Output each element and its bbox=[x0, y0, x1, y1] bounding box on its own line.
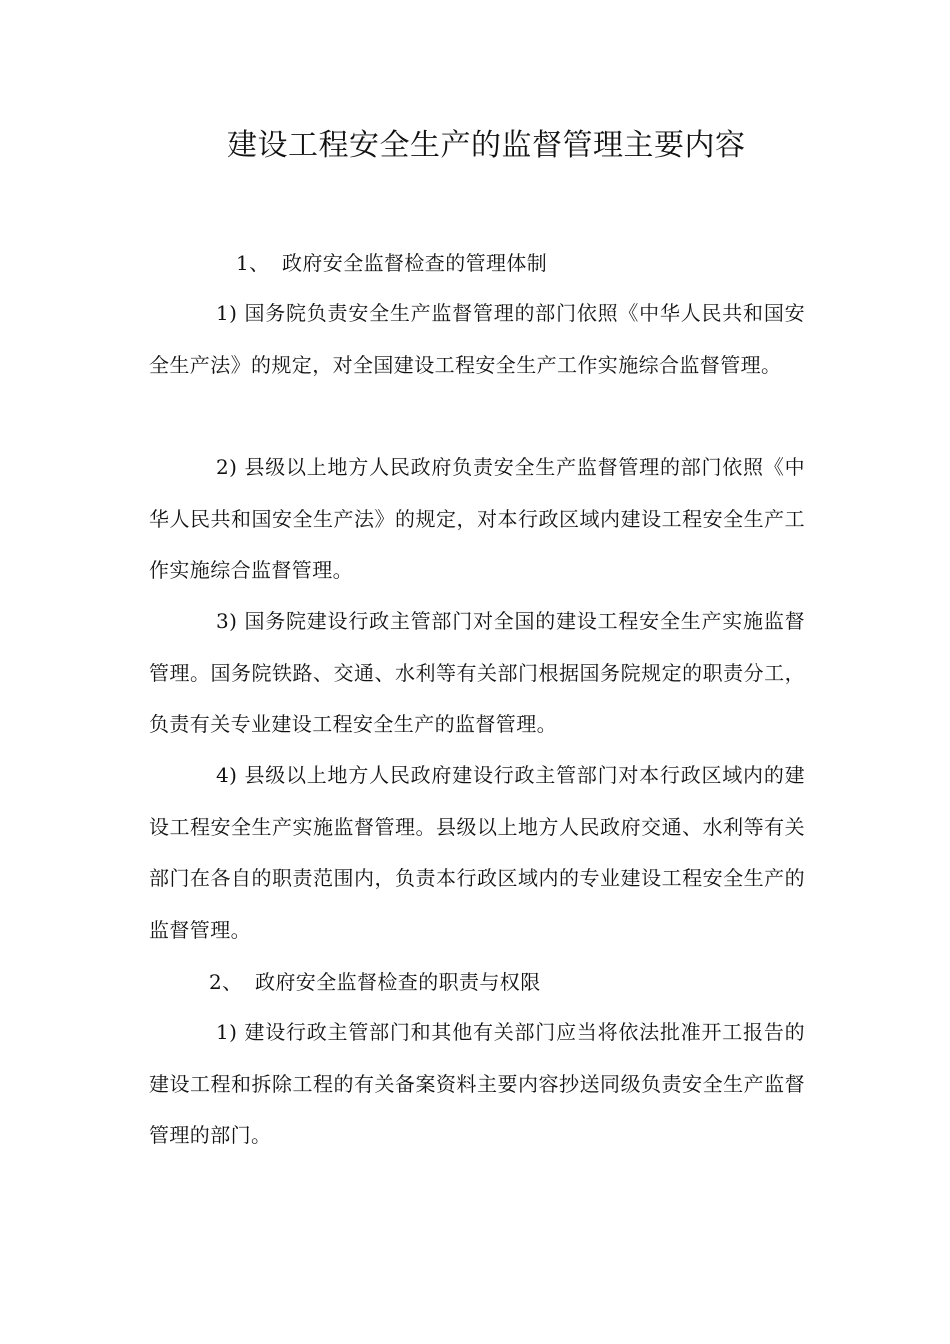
section-heading-text: 政府安全监督检查的管理体制 bbox=[282, 251, 548, 275]
section-heading-text: 政府安全监督检查的职责与权限 bbox=[255, 970, 541, 994]
section-number: 2、 bbox=[209, 970, 243, 994]
page-title: 建设工程安全生产的监督管理主要内容 bbox=[227, 128, 746, 163]
paragraph: 2) 县级以上地方人民政府负责安全生产监督管理的部门依照《中华人民共和国安全生产法》的规定，对本行政区域内建设工程安全生产工作实施综合监督管理。 bbox=[149, 455, 805, 582]
paragraph: 1) 建设行政主管部门和其他有关部门应当将依法批准开工报告的建设工程和拆除工程的有关备案资料主要内容抄送同级负责安全生产监督管理的部门。 bbox=[149, 1020, 805, 1147]
section-number: 1、 bbox=[236, 251, 270, 275]
section-heading-2 bbox=[209, 967, 541, 997]
section-heading-1 bbox=[236, 248, 547, 278]
paragraph: 3) 国务院建设行政主管部门对全国的建设工程安全生产实施监督管理。国务院铁路、交通、水利等有关部门根据国务院规定的职责分工，负责有关专业建设工程安全生产的监督管理。 bbox=[149, 609, 805, 736]
paragraph: 1) 国务院负责安全生产监督管理的部门依照《中华人民共和国安全生产法》的规定，对全国建设工程安全生产工作实施综合监督管理。 bbox=[149, 301, 805, 377]
paragraph: 4) 县级以上地方人民政府建设行政主管部门对本行政区域内的建设工程安全生产实施监督管理。县级以上地方人民政府交通、水利等有关部门在各自的职责范围内，负责本行政区域内的专业建设工程安全生产的监督管理。 bbox=[149, 763, 805, 942]
